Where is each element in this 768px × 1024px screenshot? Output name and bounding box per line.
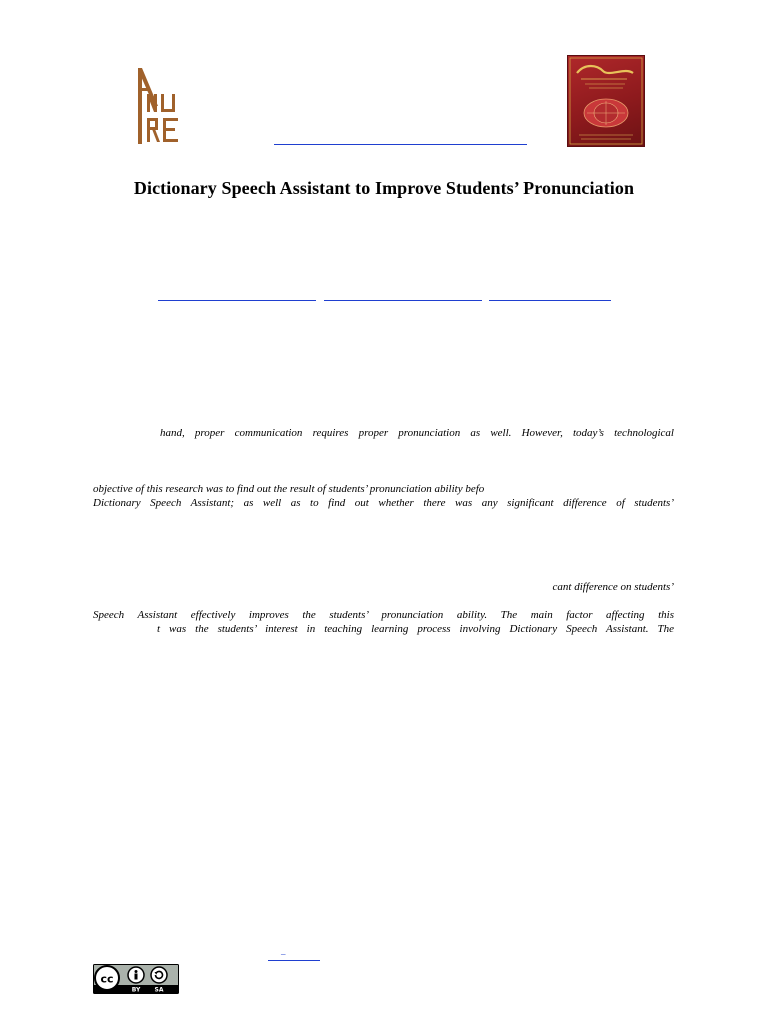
svg-text:cc: cc <box>100 972 114 986</box>
footnote-link[interactable] <box>268 950 320 961</box>
allure-journal-cover-icon <box>567 55 645 147</box>
author-email-link-3[interactable] <box>489 298 611 301</box>
cc-by-sa-icon[interactable] <box>93 964 179 994</box>
abstract-line-4: cant difference on students’ <box>552 581 674 593</box>
abstract-line-1: hand, proper communication requires proper pronunciation as well. However, today’s technological <box>160 427 674 439</box>
author-email-link-1[interactable] <box>158 298 316 301</box>
footnote-marker: – <box>281 949 286 959</box>
abstract-line-3: Dictionary Speech Assistant; as well as to find out whether there was any significant difference of students’ <box>93 497 674 509</box>
abstract-line-5: Speech Assistant effectively improves the students’ pronunciation ability. The main factor affecting this <box>93 609 674 621</box>
svg-text:BY: BY <box>131 986 141 994</box>
abstract-line-6: t was the students’ interest in teaching learning process involving Dictionary Speech Assistant. The <box>157 623 674 635</box>
paper-title: Dictionary Speech Assistant to Improve Students’ Pronunciation <box>133 178 635 198</box>
author-email-link-2[interactable] <box>324 298 482 301</box>
svg-text:SA: SA <box>154 986 164 994</box>
journal-url-link[interactable] <box>274 142 527 145</box>
anure-logo-icon <box>134 66 184 146</box>
abstract-line-2: objective of this research was to find out the result of students’ pronunciation ability befo <box>93 483 485 495</box>
